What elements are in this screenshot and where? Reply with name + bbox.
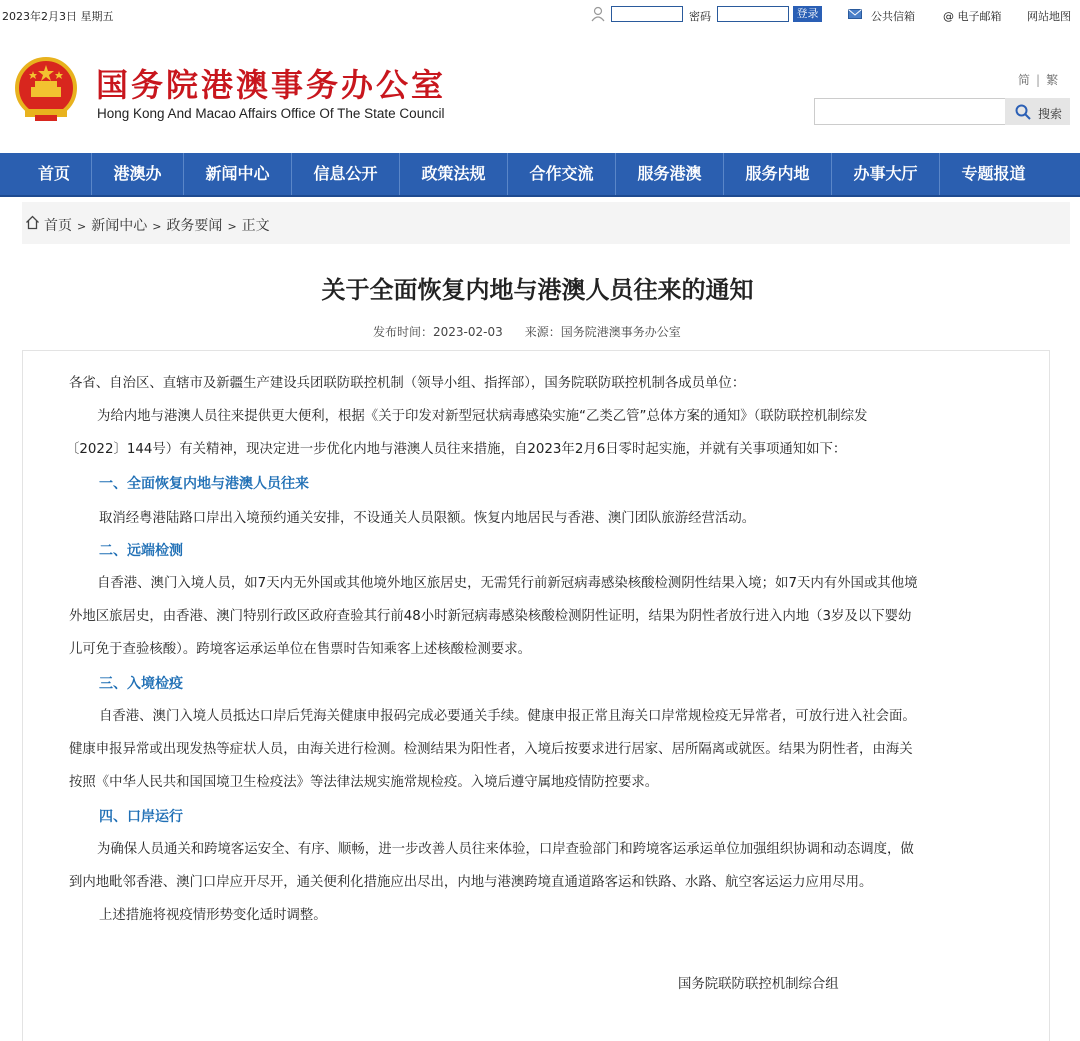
- username-input[interactable]: [611, 6, 683, 22]
- mail-icon: [848, 9, 862, 19]
- nav-item-news[interactable]: 新闻中心: [205, 164, 270, 183]
- password-label: 密码: [689, 10, 711, 23]
- nav-item-service-hall[interactable]: 办事大厅: [853, 164, 918, 183]
- article-paragraph: 外地区旅居史，由香港、澳门特别行政区政府查验其行前48小时新冠病毒感染核酸检测阴性证明，结果为阴性者放行进入内地（3岁及以下婴幼: [69, 609, 912, 624]
- source-value: 国务院港澳事务办公室: [560, 325, 681, 339]
- article-salutation: 各省、自治区、直辖市及新疆生产建设兵团联防联控机制（领导小组、指挥部），国务院联防联控机制各成员单位：: [69, 376, 746, 391]
- nav-item-policies[interactable]: 政策法规: [421, 164, 486, 183]
- sitemap-link[interactable]: 网站地图: [1027, 10, 1071, 23]
- nav-item-cooperation[interactable]: 合作交流: [529, 164, 594, 183]
- nav-item-serve-hkmacao[interactable]: 服务港澳: [637, 164, 702, 183]
- breadcrumb-separator: >: [152, 220, 162, 233]
- lang-simplified-link[interactable]: 简: [1018, 73, 1031, 87]
- search-icon: [1015, 104, 1031, 120]
- login-button[interactable]: 登录: [793, 6, 822, 22]
- article-meta: [373, 323, 681, 340]
- article-paragraph: 上述措施将视疫情形势变化适时调整。: [99, 908, 327, 923]
- article-title: 关于全面恢复内地与港澳人员往来的通知: [321, 276, 754, 304]
- article-paragraph: 到内地毗邻香港、澳门口岸应开尽开，通关便利化措施应出尽出，内地与港澳跨境直通道路客运和铁路、水路、航空客运运力应用尽用。: [69, 875, 873, 890]
- article-paragraph: 取消经粤港陆路口岸出入境预约通关安排，不设通关人员限额。恢复内地居民与香港、澳门团队旅游经营活动。: [99, 511, 756, 526]
- breadcrumb-home[interactable]: 首页: [44, 218, 72, 234]
- article-paragraph: 为确保人员通关和跨境客运安全、有序、顺畅，进一步改善人员往来体验，口岸查验部门和跨境客运承运单位加强组织协调和动态调度，做: [97, 842, 914, 857]
- article-signature: 国务院联防联控机制综合组: [678, 977, 839, 992]
- top-bar: [0, 0, 1080, 30]
- site-title[interactable]: 国务院港澳事务办公室: [96, 66, 447, 104]
- site-subtitle: Hong Kong And Macao Affairs Office Of The State Council: [97, 106, 445, 121]
- breadcrumb-separator: >: [227, 220, 237, 233]
- article-paragraph: 为给内地与港澳人员往来提供更大便利，根据《关于印发对新型冠状病毒感染实施“乙类乙管”总体方案的通知》（联防联控机制综发: [97, 409, 868, 424]
- search-input[interactable]: [814, 98, 1005, 125]
- language-switch: 简 | 繁: [1018, 73, 1059, 87]
- section-heading: 三、入境检疫: [99, 676, 183, 692]
- lang-traditional-link[interactable]: 繁: [1046, 73, 1059, 87]
- breadcrumb-government-news[interactable]: 政务要闻: [166, 218, 223, 234]
- article-paragraph: 儿可免于查验核酸）。跨境客运承运单位在售票时告知乘客上述核酸检测要求。: [69, 642, 531, 657]
- email-link[interactable]: @ 电子邮箱: [943, 10, 1002, 23]
- current-date: 2023年2月3日 星期五: [2, 10, 114, 23]
- article-paragraph: 健康申报异常或出现发热等症状人员，由海关进行检测。检测结果为阳性者，入境后按要求进行居家、居所隔离或就医。结果为阴性者，由海关: [69, 742, 913, 757]
- password-input[interactable]: [717, 6, 789, 22]
- user-icon: [591, 6, 605, 22]
- breadcrumb-news[interactable]: 新闻中心: [91, 218, 148, 234]
- article-paragraph: 〔2022〕144号）有关精神，现决定进一步优化内地与港澳人员往来措施，自2023年2月6日零时起实施，并就有关事项通知如下：: [66, 442, 847, 457]
- section-heading: 二、远端检测: [99, 543, 183, 559]
- public-mailbox-link[interactable]: 公共信箱: [871, 10, 915, 23]
- nav-item-serve-mainland[interactable]: 服务内地: [745, 164, 810, 183]
- section-heading: 一、全面恢复内地与港澳人员往来: [99, 476, 309, 492]
- nav-item-special-reports[interactable]: 专题报道: [961, 164, 1026, 183]
- nav-item-home[interactable]: 首页: [37, 164, 70, 183]
- publish-label: 发布时间：: [373, 325, 434, 339]
- section-heading: 四、口岸运行: [99, 809, 183, 825]
- source-label: 来源：: [524, 325, 561, 339]
- nav-item-hkmao[interactable]: 港澳办: [113, 164, 162, 183]
- publish-date: 2023-02-03: [433, 325, 503, 339]
- breadcrumb-current: 正文: [241, 218, 270, 234]
- national-emblem-icon[interactable]: [15, 57, 77, 123]
- main-nav: [0, 153, 1080, 197]
- breadcrumb: [22, 202, 1070, 244]
- article-paragraph: 自香港、澳门入境人员抵达口岸后凭海关健康申报码完成必要通关手续。健康申报正常且海关口岸常规检疫无异常者，可放行进入社会面。: [99, 709, 916, 724]
- article-paragraph: 自香港、澳门入境人员，如7天内无外国或其他境外地区旅居史，无需凭行前新冠病毒感染核酸检测阴性结果入境；如7天内有外国或其他境: [97, 576, 918, 591]
- breadcrumb-separator: >: [77, 220, 87, 233]
- nav-item-info-disclosure[interactable]: 信息公开: [313, 164, 378, 183]
- search-button-label: 搜索: [1038, 107, 1063, 121]
- search-button[interactable]: [1005, 98, 1070, 125]
- home-icon: [25, 215, 40, 230]
- article-paragraph: 按照《中华人民共和国国境卫生检疫法》等法律法规实施常规检疫。入境后遵守属地疫情防控要求。: [69, 775, 659, 790]
